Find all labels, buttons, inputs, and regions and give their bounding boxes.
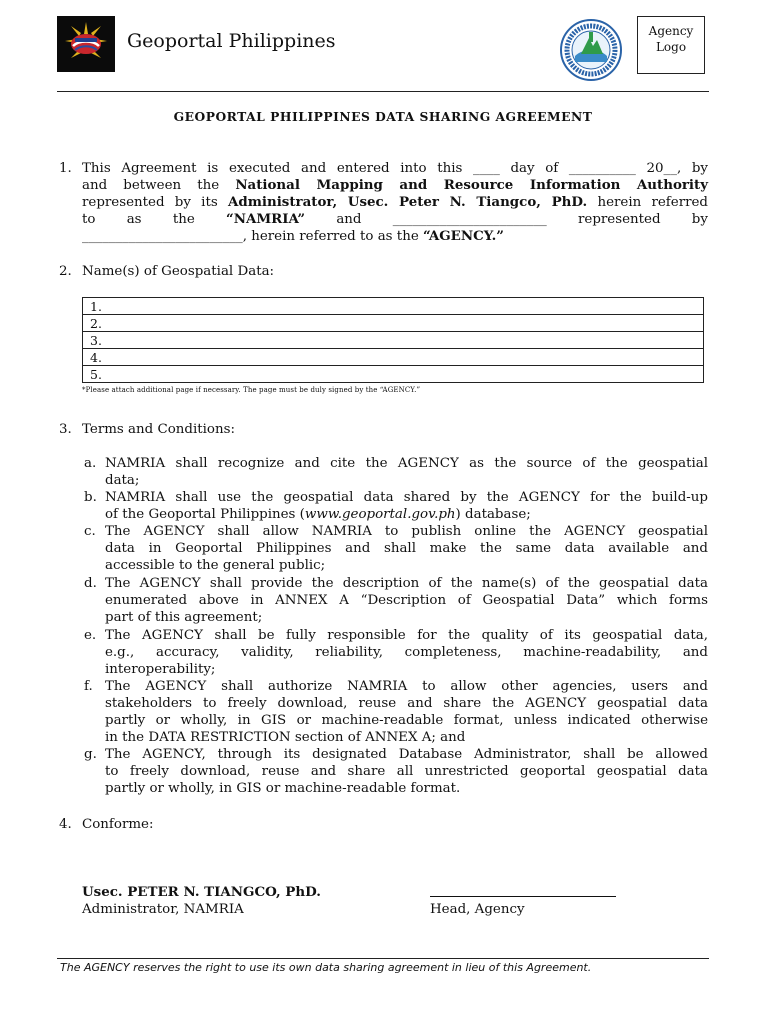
text: and between the [82,178,236,193]
term-letter: c. [84,524,96,539]
term-line: The AGENCY shall provide the description of the name(s) of the geospatial data [105,576,708,591]
term-line: of the Geoportal Philippines (www.geoportal.gov.ph) database; [105,507,531,522]
signature-line [430,896,616,897]
table-cell[interactable]: 2. [83,315,704,332]
namria-seal-icon [559,18,623,82]
term-line: stakeholders to freely download, reuse and share the AGENCY geospatial data [105,696,708,711]
footer-divider [57,958,709,959]
geospatial-data-table [82,297,704,383]
term-line: interoperability; [105,662,216,677]
term-text [105,489,708,523]
text: represented by its [82,195,228,210]
bold-text: “NAMRIA” [226,211,306,227]
agency-logo-placeholder [637,16,705,74]
term-line: partly or wholly, in GIS or machine-readable format, unless indicated otherwise [105,713,708,728]
term-line: accessible to the general public; [105,558,326,573]
header-divider [57,91,709,92]
signatory-name: Usec. PETER N. TIANGCO, PhD. [82,884,321,900]
bold-text: Administrator, Usec. Peter N. Tiangco, PhD. [227,194,588,210]
term-line: The AGENCY shall allow NAMRIA to publish online the AGENCY geospatial [105,524,708,539]
text: herein referred [587,195,708,210]
term-line: to freely download, reuse and share all unrestricted geoportal geospatial data [105,764,708,779]
table-cell[interactable]: 4. [83,349,704,366]
table-cell[interactable]: 5. [83,366,704,383]
section-1-number: 1. [59,161,72,176]
term-line: partly or wholly, in GIS or machine-readable format. [105,781,461,796]
term-line: The AGENCY, through its designated Database Administrator, shall be allowed [105,747,708,762]
section-1-line [82,211,708,228]
text: and [336,212,362,227]
text: the [172,212,195,227]
term-letter: g. [84,747,97,762]
signatory-role: Administrator, NAMRIA [82,902,244,917]
term-text [105,523,708,574]
table-cell[interactable]: 3. [83,332,704,349]
term-line: part of this agreement; [105,610,263,625]
term-line: NAMRIA shall recognize and cite the AGENCY as the source of the geospatial [105,456,708,471]
section-2-number: 2. [59,264,72,279]
section-4-label: Conforme: [82,817,154,832]
table-row [83,315,704,332]
section-1-paragraph [82,160,708,245]
text: ________________________, herein referred to as the [82,229,423,244]
table-row [83,349,704,366]
blank-field: _______________________ [392,212,547,227]
text: to [82,212,96,227]
agency-head-role: Head, Agency [430,902,525,917]
section-3-label: Terms and Conditions: [82,422,235,437]
term-letter: e. [84,628,97,643]
bold-text: “AGENCY.” [423,228,504,244]
term-line: The AGENCY shall be fully responsible for the quality of its geospatial data, [105,628,708,643]
bold-text: National Mapping and Resource Information Authority [235,177,708,193]
term-letter: a. [84,456,97,471]
term-text [105,455,708,489]
term-line: NAMRIA shall use the geospatial data shared by the AGENCY for the build-up [105,490,708,505]
term-letter: b. [84,490,97,505]
section-3-number: 3. [59,422,72,437]
term-text [105,746,708,797]
table-row [83,366,704,383]
term-text [105,678,708,746]
agency-logo-label-1: Agency [648,24,694,38]
text: by [691,212,708,227]
section-1-line [82,177,708,194]
table-row [83,298,704,315]
term-letter: f. [84,679,93,694]
term-letter: d. [84,576,97,591]
brand-title: Geoportal Philippines [127,30,336,52]
term-line: data; [105,473,140,488]
section-1-line [82,228,708,245]
section-1-line [82,194,708,211]
term-line: e.g., accuracy, validity, reliability, completeness, machine-readability, and [105,645,708,660]
term-line: data in Geoportal Philippines and shall make the same data available and [105,541,708,556]
section-1-line: This Agreement is executed and entered into this ____ day of __________ 20__, by [82,161,708,176]
geoportal-logo [57,16,115,72]
agency-logo-label-2: Logo [655,40,687,54]
footer-note: The AGENCY reserves the right to use its own data sharing agreement in lieu of this Agreement. [60,961,592,974]
text: as [126,212,142,227]
term-line: in the DATA RESTRICTION section of ANNEX A; and [105,730,466,745]
table-row [83,332,704,349]
table-cell[interactable]: 1. [83,298,704,315]
text: represented [578,212,661,227]
term-text [105,575,708,626]
term-line: The AGENCY shall authorize NAMRIA to allow other agencies, users and [105,679,708,694]
section-2-label: Name(s) of Geospatial Data: [82,264,275,279]
url-link[interactable]: www.geoportal.gov.ph [304,507,456,522]
document-title: GEOPORTAL PHILIPPINES DATA SHARING AGREEMENT [173,109,593,124]
term-line: enumerated above in ANNEX A “Description of Geospatial Data” which forms [105,593,708,608]
term-text [105,627,708,678]
section-4-number: 4. [59,817,72,832]
table-footnote: *Please attach additional page if necessary. The page must be duly signed by the “AGENCY.” [82,386,421,394]
